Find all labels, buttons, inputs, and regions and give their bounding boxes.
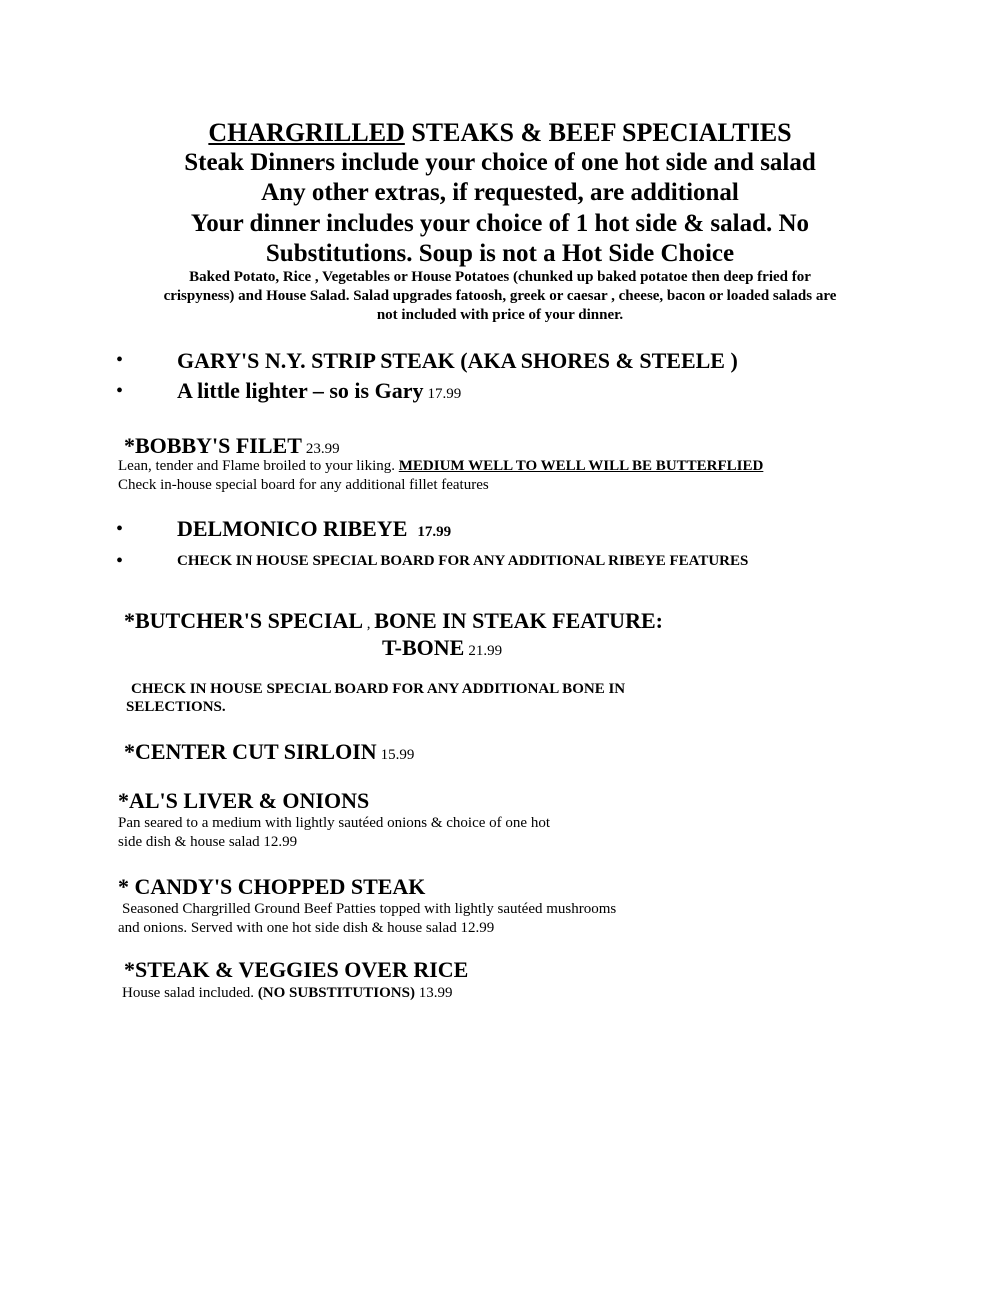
butcher-comma: , [363,616,375,632]
butcher-title-a: *BUTCHER'S SPECIAL [124,608,364,633]
bullet-delmonico: • [116,518,124,540]
gary-subtitle: A little lighter – so is Gary [177,378,424,403]
header-line-3: Any other extras, if requested, are additional [261,179,739,206]
candy-title: * CANDY'S CHOPPED STEAK [118,874,426,899]
bullet-gary: • [116,349,124,371]
veggies-price: 13.99 [414,985,453,1001]
tbone-price: 21.99 [468,643,503,659]
sirloin-price: 15.99 [380,747,415,763]
bobby-title-line [124,433,340,459]
veggies-no-subs: (NO SUBSTITUTIONS) [257,985,415,1001]
bullet-gary-sub: • [116,380,124,402]
bobby-desc [118,458,763,475]
sirloin-line [124,739,414,765]
bullet-ribeye-note: • [116,550,124,572]
menu-title [0,118,1000,148]
butterflied-note: MEDIUM WELL TO WELL WILL BE BUTTERFLIED [398,458,764,474]
sides-note-2: crispyness) and House Salad. Salad upgrades fatoosh, greek or caesar , cheese, bacon or loaded salads are [163,288,837,304]
delmonico-price: 17.99 [417,524,452,540]
butcher-title-b: BONE IN STEAK FEATURE: [374,608,663,633]
bobby-desc-2: Check in-house special board for any additional fillet features [118,477,489,493]
sirloin-title: *CENTER CUT SIRLOIN [124,739,377,764]
sides-note-3: not included with price of your dinner. [376,307,624,323]
delmonico-title: DELMONICO RIBEYE [177,516,408,541]
bone-in-note-1: CHECK IN HOUSE SPECIAL BOARD FOR ANY ADDITIONAL BONE IN [131,681,626,697]
bobby-title: *BOBBY'S FILET [124,433,302,458]
liver-desc-2: side dish & house salad 12.99 [118,834,298,850]
bobby-price: 23.99 [305,441,340,457]
gary-price: 17.99 [427,386,462,402]
gary-subtitle-line [177,378,461,404]
candy-desc-2: and onions. Served with one hot side dish & house salad 12.99 [118,920,495,936]
veggies-desc-text: House salad included. [122,985,258,1001]
veggies-desc [122,985,452,1002]
veggies-title: *STEAK & VEGGIES OVER RICE [124,957,469,982]
title-chargrilled: CHARGRILLED [208,118,405,147]
bone-in-note-2: SELECTIONS. [126,699,226,715]
header-line-5: Substitutions. Soup is not a Hot Side Choice [265,240,735,267]
header-line-4: Your dinner includes your choice of 1 hot side & salad. No [190,210,810,237]
title-rest: STEAKS & BEEF SPECIALTIES [404,118,792,147]
ribeye-note: CHECK IN HOUSE SPECIAL BOARD FOR ANY ADDITIONAL RIBEYE FEATURES [177,553,749,569]
candy-desc-1: Seasoned Chargrilled Ground Beef Patties topped with lightly sautéed mushrooms [122,901,617,917]
header-line-2: Steak Dinners include your choice of one hot side and salad [184,149,816,176]
gary-title: GARY'S N.Y. STRIP STEAK (AKA SHORES & STEELE ) [177,348,738,373]
liver-title: *AL'S LIVER & ONIONS [118,788,370,813]
sides-note-1: Baked Potato, Rice , Vegetables or House Potatoes (chunked up baked potatoe then deep fried for [189,269,811,285]
tbone-line [382,635,502,661]
bobby-desc-text: Lean, tender and Flame broiled to your liking. [118,458,399,474]
tbone-title: T-BONE [382,635,465,660]
delmonico-title-line [177,516,451,542]
liver-desc-1: Pan seared to a medium with lightly sautéed onions & choice of one hot [118,815,550,831]
butcher-title [124,608,663,634]
